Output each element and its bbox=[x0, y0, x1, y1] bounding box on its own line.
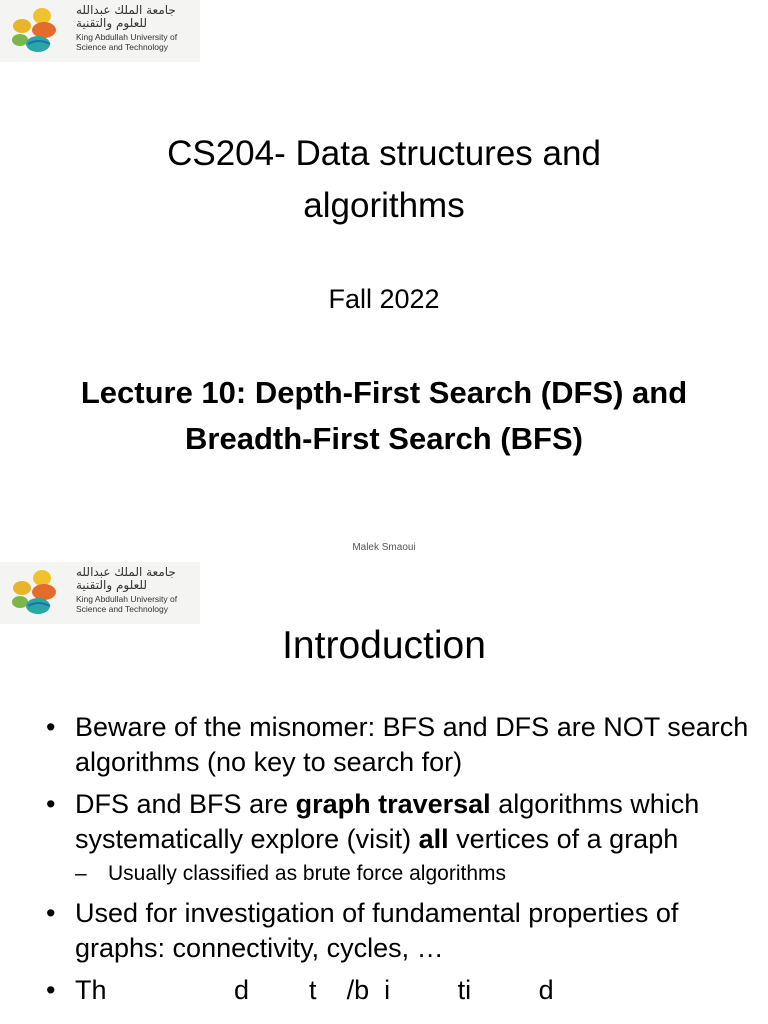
logo-arabic-line1: جامعة الملك عبدالله bbox=[76, 565, 176, 579]
bullet-text-part: vertices of a graph bbox=[448, 824, 679, 854]
slide-title: Introduction bbox=[282, 624, 486, 667]
bullet-text: Th d t /b i ti d bbox=[75, 975, 554, 1005]
lecture-title-line1: Lecture 10: Depth-First Search (DFS) and bbox=[80, 375, 688, 410]
course-title bbox=[0, 128, 768, 232]
bullet-text-part: algorithms which systematically explore (visit) bbox=[75, 789, 700, 854]
author-name: Malek Smaoui bbox=[352, 542, 416, 553]
bullet-dot: • bbox=[46, 789, 56, 819]
introduction-slide bbox=[0, 562, 768, 1024]
bullet-list bbox=[46, 710, 756, 1015]
term-label: Fall 2022 bbox=[328, 284, 440, 314]
sub-bullet-item bbox=[46, 860, 756, 888]
bullet-emphasis: graph traversal bbox=[295, 789, 491, 819]
logo-english-line2: Science and Technology bbox=[76, 42, 168, 52]
bullet-emphasis: all bbox=[418, 824, 449, 854]
logo-english-line1: King Abdullah University of bbox=[76, 594, 178, 604]
logo-arabic-line2: للعلوم والتقنية bbox=[76, 578, 147, 592]
bullet-dot: • bbox=[46, 898, 56, 928]
logo-arabic-line1: جامعة الملك عبدالله bbox=[76, 3, 176, 17]
bullet-text: Beware of the misnomer: BFS and DFS are NOT search algorithms (no key to search for) bbox=[75, 712, 749, 777]
sub-bullet-dash: – bbox=[75, 862, 87, 885]
kaust-logo bbox=[0, 0, 200, 62]
bullet-text-part: DFS and BFS are bbox=[75, 789, 296, 819]
sub-bullet-text: Usually classified as brute force algorithms bbox=[108, 862, 506, 885]
bullet-text bbox=[75, 789, 699, 854]
logo-english-line1: King Abdullah University of bbox=[76, 32, 178, 42]
bullet-item bbox=[46, 710, 756, 780]
bullet-item bbox=[46, 896, 756, 966]
kaust-emblem-icon bbox=[6, 4, 70, 58]
course-title-line2: algorithms bbox=[303, 186, 465, 225]
logo-arabic-line2: للعلوم والتقنية bbox=[76, 16, 147, 30]
course-title-line1: CS204- Data structures and bbox=[167, 134, 601, 173]
bullet-item-cut-off bbox=[46, 973, 756, 1008]
logo-english-text bbox=[76, 594, 177, 614]
logo-english-text bbox=[76, 32, 177, 52]
bullet-text: Used for investigation of fundamental properties of graphs: connectivity, cycles, … bbox=[75, 898, 679, 963]
bullet-dot: • bbox=[46, 975, 56, 1005]
logo-arabic-text bbox=[76, 4, 176, 30]
kaust-logo bbox=[0, 562, 200, 624]
bullet-dot: • bbox=[46, 712, 56, 742]
bullet-item bbox=[46, 787, 756, 857]
logo-english-line2: Science and Technology bbox=[76, 604, 168, 614]
logo-arabic-text bbox=[76, 566, 176, 592]
kaust-emblem-icon bbox=[6, 566, 70, 620]
lecture-title-line2: Breadth-First Search (BFS) bbox=[185, 421, 583, 456]
lecture-title bbox=[0, 370, 768, 462]
